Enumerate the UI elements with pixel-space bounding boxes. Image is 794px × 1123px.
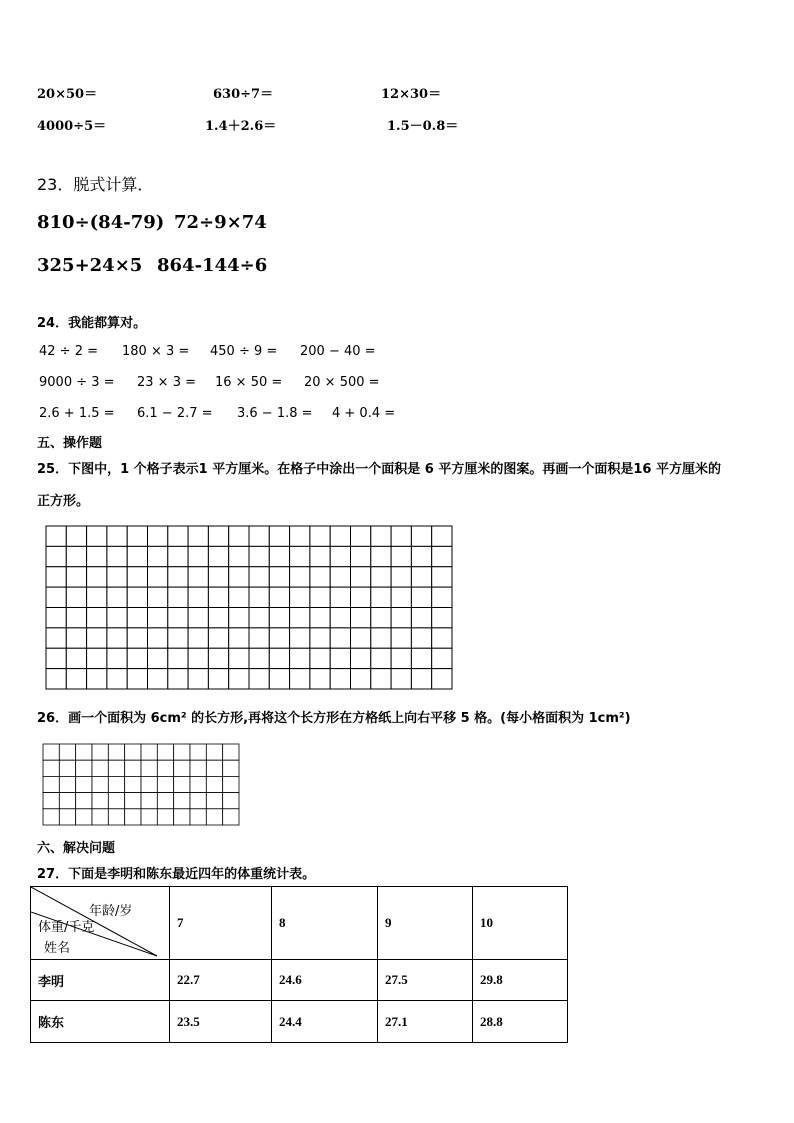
q24-1-4: 200 − 40 =	[300, 344, 376, 359]
grid-cell[interactable]	[432, 608, 452, 628]
grid-cell[interactable]	[208, 526, 228, 546]
grid-cell[interactable]	[371, 567, 391, 587]
grid-cell[interactable]	[330, 648, 350, 668]
grid-cell[interactable]	[127, 587, 147, 607]
grid-cell[interactable]	[46, 628, 66, 648]
grid-cell[interactable]	[229, 608, 249, 628]
grid-cell[interactable]	[66, 608, 86, 628]
grid-cell[interactable]	[269, 628, 289, 648]
diagonal-header-cell	[31, 887, 170, 960]
grid-cell[interactable]	[223, 793, 239, 809]
q24-2-1: 9000 ÷ 3 =	[39, 375, 115, 390]
grid-cell[interactable]	[87, 648, 107, 668]
grid-cell[interactable]	[59, 793, 75, 809]
grid-cell[interactable]	[330, 567, 350, 587]
table-cell: 27.1	[378, 1001, 473, 1043]
grid-cell[interactable]	[59, 809, 75, 825]
grid-cell[interactable]	[92, 793, 108, 809]
grid-cell[interactable]	[188, 587, 208, 607]
grid-cell[interactable]	[351, 526, 371, 546]
table-cell: 24.4	[272, 1001, 378, 1043]
grid-cell[interactable]	[92, 809, 108, 825]
grid-cell[interactable]	[190, 793, 206, 809]
grid-cell[interactable]	[66, 546, 86, 566]
grid-cell[interactable]	[249, 648, 269, 668]
grid-cell[interactable]	[125, 760, 141, 776]
q25-text-line2: 正方形。	[37, 494, 90, 509]
grid-cell[interactable]	[411, 567, 431, 587]
section-5-heading: 五、操作题	[37, 436, 103, 451]
row-name-li-ming: 李明	[31, 960, 170, 1001]
grid-cell[interactable]	[351, 648, 371, 668]
grid-cell[interactable]	[206, 809, 222, 825]
grid-cell[interactable]	[108, 760, 124, 776]
grid-cell[interactable]	[391, 587, 411, 607]
grid-cell[interactable]	[223, 744, 239, 760]
grid-cell[interactable]	[290, 546, 310, 566]
grid-cell[interactable]	[432, 669, 452, 689]
grid-cell[interactable]	[229, 587, 249, 607]
grid-cell[interactable]	[206, 776, 222, 792]
grid-cell[interactable]	[249, 526, 269, 546]
q24-3-4: 4 + 0.4 =	[332, 406, 396, 421]
grid-cell[interactable]	[330, 546, 350, 566]
grid-cell[interactable]	[391, 648, 411, 668]
oral-calc-2-2: 1.4＋2.6＝	[205, 119, 277, 134]
section-6-heading: 六、解决问题	[37, 841, 116, 856]
grid-cell[interactable]	[148, 628, 168, 648]
grid-cell[interactable]	[371, 608, 391, 628]
grid-cell[interactable]	[87, 608, 107, 628]
grid-cell[interactable]	[125, 809, 141, 825]
grid-cell[interactable]	[59, 776, 75, 792]
grid-cell[interactable]	[249, 587, 269, 607]
q24-3-3: 3.6 − 1.8 =	[237, 406, 313, 421]
grid-cell[interactable]	[208, 669, 228, 689]
grid-cell[interactable]	[208, 546, 228, 566]
grid-cell[interactable]	[411, 526, 431, 546]
grid-cell[interactable]	[157, 793, 173, 809]
grid-cell[interactable]	[168, 608, 188, 628]
grid-cell[interactable]	[148, 648, 168, 668]
grid-cell[interactable]	[148, 567, 168, 587]
grid-cell[interactable]	[141, 776, 157, 792]
table-row	[31, 960, 568, 1001]
grid-cell[interactable]	[108, 793, 124, 809]
grid-cell[interactable]	[208, 648, 228, 668]
grid-cell[interactable]	[66, 628, 86, 648]
grid-cell[interactable]	[188, 608, 208, 628]
grid-cell[interactable]	[290, 628, 310, 648]
grid-cell[interactable]	[87, 628, 107, 648]
grid-cell[interactable]	[87, 567, 107, 587]
grid-cell[interactable]	[269, 546, 289, 566]
grid-cell[interactable]	[411, 669, 431, 689]
q24-3-2: 6.1 − 2.7 =	[137, 406, 213, 421]
header-weight-label: 体重/千克	[38, 920, 95, 935]
grid-cell[interactable]	[127, 608, 147, 628]
grid-cell[interactable]	[141, 793, 157, 809]
grid-cell[interactable]	[208, 628, 228, 648]
grid-cell[interactable]	[206, 760, 222, 776]
grid-cell[interactable]	[371, 669, 391, 689]
oral-calc-2-3: 1.5－0.8＝	[387, 119, 459, 134]
age-header: 8	[272, 887, 378, 960]
grid-cell[interactable]	[87, 587, 107, 607]
grid-cell[interactable]	[46, 669, 66, 689]
q24-title: 24．我能都算对。	[37, 316, 147, 331]
grid-cell[interactable]	[92, 776, 108, 792]
grid-cell[interactable]	[174, 793, 190, 809]
grid-cell[interactable]	[174, 809, 190, 825]
grid-cell[interactable]	[107, 608, 127, 628]
grid-cell[interactable]	[46, 587, 66, 607]
grid-cell[interactable]	[148, 587, 168, 607]
grid-cell[interactable]	[411, 546, 431, 566]
grid-cell[interactable]	[43, 809, 59, 825]
table-cell: 23.5	[170, 1001, 272, 1043]
grid-cell[interactable]	[46, 526, 66, 546]
grid-cell[interactable]	[168, 648, 188, 668]
grid-cell[interactable]	[371, 526, 391, 546]
grid-cell[interactable]	[188, 567, 208, 587]
grid-cell[interactable]	[46, 567, 66, 587]
grid-cell[interactable]	[92, 744, 108, 760]
grid-cell[interactable]	[43, 744, 59, 760]
grid-cell[interactable]	[290, 669, 310, 689]
weight-table	[30, 886, 568, 1043]
grid-cell[interactable]	[229, 628, 249, 648]
grid-cell[interactable]	[330, 526, 350, 546]
grid-cell[interactable]	[66, 648, 86, 668]
grid-cell[interactable]	[87, 526, 107, 546]
grid-cell[interactable]	[351, 669, 371, 689]
grid-cell[interactable]	[310, 567, 330, 587]
q24-2-4: 20 × 500 =	[304, 375, 380, 390]
grid-cell[interactable]	[174, 776, 190, 792]
grid-cell[interactable]	[432, 648, 452, 668]
grid-cell[interactable]	[290, 648, 310, 668]
table-cell: 24.6	[272, 960, 378, 1001]
grid-cell[interactable]	[107, 526, 127, 546]
grid-cell[interactable]	[46, 648, 66, 668]
grid-cell[interactable]	[174, 744, 190, 760]
grid-cell[interactable]	[66, 587, 86, 607]
grid-cell[interactable]	[371, 628, 391, 648]
grid-cell[interactable]	[157, 744, 173, 760]
q26-grid[interactable]	[42, 743, 240, 826]
grid-cell[interactable]	[371, 546, 391, 566]
q24-1-2: 180 × 3 =	[122, 344, 190, 359]
grid-cell[interactable]	[310, 546, 330, 566]
grid-cell[interactable]	[108, 776, 124, 792]
header-age-label: 年龄/岁	[89, 904, 133, 919]
oral-calc-1-1: 20×50＝	[37, 87, 98, 102]
grid-cell[interactable]	[249, 608, 269, 628]
grid-cell[interactable]	[127, 526, 147, 546]
grid-cell[interactable]	[76, 744, 92, 760]
oral-calc-1-2: 630÷7＝	[213, 87, 274, 102]
grid-cell[interactable]	[46, 546, 66, 566]
grid-cell[interactable]	[141, 809, 157, 825]
grid-cell[interactable]	[148, 546, 168, 566]
grid-cell[interactable]	[188, 628, 208, 648]
grid-cell[interactable]	[330, 587, 350, 607]
oral-calc-1-3: 12×30＝	[381, 87, 442, 102]
header-name-label: 姓名	[44, 941, 71, 956]
grid-cell[interactable]	[351, 608, 371, 628]
grid-cell[interactable]	[59, 760, 75, 776]
table-row	[31, 1001, 568, 1043]
grid-cell[interactable]	[269, 567, 289, 587]
grid-cell[interactable]	[107, 669, 127, 689]
grid-cell[interactable]	[127, 648, 147, 668]
grid-cell[interactable]	[107, 567, 127, 587]
grid-cell[interactable]	[141, 760, 157, 776]
grid-cell[interactable]	[66, 526, 86, 546]
grid-cell[interactable]	[157, 760, 173, 776]
grid-cell[interactable]	[206, 793, 222, 809]
grid-cell[interactable]	[108, 744, 124, 760]
grid-cell[interactable]	[87, 669, 107, 689]
grid-cell[interactable]	[391, 567, 411, 587]
q25-text-line1: 25．下图中，1 个格子表示1 平方厘米。在格子中涂出一个面积是 6 平方厘米的图案。再画一个面积是16 平方厘米的	[37, 462, 721, 477]
grid-cell[interactable]	[229, 567, 249, 587]
q23-expr-2: 72÷9×74	[174, 212, 267, 233]
grid-cell[interactable]	[269, 608, 289, 628]
grid-cell[interactable]	[351, 628, 371, 648]
age-header: 10	[473, 887, 568, 960]
grid-cell[interactable]	[208, 608, 228, 628]
q24-3-1: 2.6 + 1.5 =	[39, 406, 115, 421]
table-cell: 29.8	[473, 960, 568, 1001]
grid-cell[interactable]	[125, 776, 141, 792]
grid-cell[interactable]	[432, 567, 452, 587]
grid-cell[interactable]	[188, 648, 208, 668]
grid-cell[interactable]	[190, 809, 206, 825]
table-cell: 27.5	[378, 960, 473, 1001]
grid-cell[interactable]	[229, 648, 249, 668]
grid-cell[interactable]	[76, 809, 92, 825]
grid-cell[interactable]	[310, 526, 330, 546]
grid-cell[interactable]	[223, 776, 239, 792]
grid-cell[interactable]	[351, 546, 371, 566]
grid-cell[interactable]	[290, 587, 310, 607]
grid-cell[interactable]	[174, 760, 190, 776]
grid-cell[interactable]	[157, 776, 173, 792]
grid-cell[interactable]	[76, 760, 92, 776]
grid-cell[interactable]	[411, 608, 431, 628]
grid-cell[interactable]	[190, 744, 206, 760]
grid-cell[interactable]	[168, 587, 188, 607]
grid-cell[interactable]	[188, 526, 208, 546]
grid-cell[interactable]	[432, 628, 452, 648]
age-header: 9	[378, 887, 473, 960]
grid-cell[interactable]	[43, 760, 59, 776]
q24-2-2: 23 × 3 =	[137, 375, 196, 390]
grid-cell[interactable]	[391, 669, 411, 689]
grid-cell[interactable]	[188, 546, 208, 566]
grid-cell[interactable]	[351, 567, 371, 587]
q24-1-3: 450 ÷ 9 =	[210, 344, 278, 359]
q24-2-3: 16 × 50 =	[215, 375, 283, 390]
grid-cell[interactable]	[46, 608, 66, 628]
grid-cell[interactable]	[107, 648, 127, 668]
grid-cell[interactable]	[223, 809, 239, 825]
oral-calc-2-1: 4000÷5＝	[37, 119, 107, 134]
grid-cell[interactable]	[206, 744, 222, 760]
grid-cell[interactable]	[269, 526, 289, 546]
grid-cell[interactable]	[168, 567, 188, 587]
grid-cell[interactable]	[391, 628, 411, 648]
grid-cell[interactable]	[92, 760, 108, 776]
grid-cell[interactable]	[411, 587, 431, 607]
q26-text: 26．画一个面积为 6cm² 的长方形,再将这个长方形在方格纸上向右平移 5 格。(每小格面积为 1cm²)	[37, 711, 631, 726]
grid-cell[interactable]	[432, 587, 452, 607]
grid-cell[interactable]	[269, 648, 289, 668]
grid-cell[interactable]	[125, 793, 141, 809]
grid-cell[interactable]	[269, 587, 289, 607]
q23-expr-3: 325+24×5	[37, 255, 143, 276]
grid-cell[interactable]	[208, 567, 228, 587]
grid-cell[interactable]	[411, 628, 431, 648]
grid-cell[interactable]	[66, 567, 86, 587]
grid-cell[interactable]	[310, 587, 330, 607]
grid-cell[interactable]	[229, 546, 249, 566]
grid-cell[interactable]	[168, 669, 188, 689]
grid-cell[interactable]	[330, 628, 350, 648]
grid-cell[interactable]	[127, 546, 147, 566]
grid-cell[interactable]	[330, 608, 350, 628]
grid-cell[interactable]	[108, 809, 124, 825]
grid-cell[interactable]	[229, 669, 249, 689]
grid-cell[interactable]	[190, 760, 206, 776]
grid-cell[interactable]	[107, 628, 127, 648]
grid-cell[interactable]	[310, 669, 330, 689]
grid-cell[interactable]	[290, 608, 310, 628]
grid-cell[interactable]	[157, 809, 173, 825]
grid-cell[interactable]	[249, 628, 269, 648]
table-cell: 22.7	[170, 960, 272, 1001]
grid-cell[interactable]	[148, 608, 168, 628]
grid-cell[interactable]	[148, 526, 168, 546]
age-header: 7	[170, 887, 272, 960]
grid-cell[interactable]	[127, 669, 147, 689]
q23-title: 23．脱式计算．	[37, 175, 154, 194]
grid-cell[interactable]	[148, 669, 168, 689]
grid-cell[interactable]	[411, 648, 431, 668]
grid-cell[interactable]	[223, 760, 239, 776]
grid-cell[interactable]	[43, 776, 59, 792]
grid-cell[interactable]	[66, 669, 86, 689]
grid-cell[interactable]	[290, 567, 310, 587]
grid-cell[interactable]	[249, 546, 269, 566]
weight-table-header-row	[31, 887, 568, 960]
grid-cell[interactable]	[107, 546, 127, 566]
grid-cell[interactable]	[208, 587, 228, 607]
grid-cell[interactable]	[249, 669, 269, 689]
grid-cell[interactable]	[290, 526, 310, 546]
q23-expr-1: 810÷(84-79)	[37, 212, 165, 233]
grid-cell[interactable]	[432, 526, 452, 546]
grid-cell[interactable]	[391, 526, 411, 546]
grid-cell[interactable]	[43, 793, 59, 809]
grid-cell[interactable]	[107, 587, 127, 607]
grid-cell[interactable]	[330, 669, 350, 689]
grid-cell[interactable]	[371, 648, 391, 668]
grid-cell[interactable]	[76, 776, 92, 792]
grid-cell[interactable]	[188, 669, 208, 689]
grid-cell[interactable]	[190, 776, 206, 792]
table-cell: 28.8	[473, 1001, 568, 1043]
grid-cell[interactable]	[229, 526, 249, 546]
grid-cell[interactable]	[310, 648, 330, 668]
grid-cell[interactable]	[249, 567, 269, 587]
row-name-chen-dong: 陈东	[31, 1001, 170, 1043]
grid-cell[interactable]	[168, 546, 188, 566]
grid-cell[interactable]	[125, 744, 141, 760]
grid-cell[interactable]	[269, 669, 289, 689]
grid-cell[interactable]	[87, 546, 107, 566]
q25-grid[interactable]	[45, 525, 453, 690]
grid-cell[interactable]	[127, 628, 147, 648]
grid-cell[interactable]	[141, 744, 157, 760]
grid-cell[interactable]	[391, 608, 411, 628]
grid-cell[interactable]	[351, 587, 371, 607]
grid-cell[interactable]	[391, 546, 411, 566]
grid-cell[interactable]	[432, 546, 452, 566]
grid-cell[interactable]	[168, 628, 188, 648]
q24-1-1: 42 ÷ 2 =	[39, 344, 98, 359]
grid-cell[interactable]	[59, 744, 75, 760]
grid-cell[interactable]	[310, 628, 330, 648]
grid-cell[interactable]	[127, 567, 147, 587]
grid-cell[interactable]	[76, 793, 92, 809]
q27-title: 27．下面是李明和陈东最近四年的体重统计表。	[37, 867, 316, 882]
grid-cell[interactable]	[168, 526, 188, 546]
q23-expr-4: 864-144÷6	[157, 255, 268, 276]
grid-cell[interactable]	[310, 608, 330, 628]
grid-cell[interactable]	[371, 587, 391, 607]
